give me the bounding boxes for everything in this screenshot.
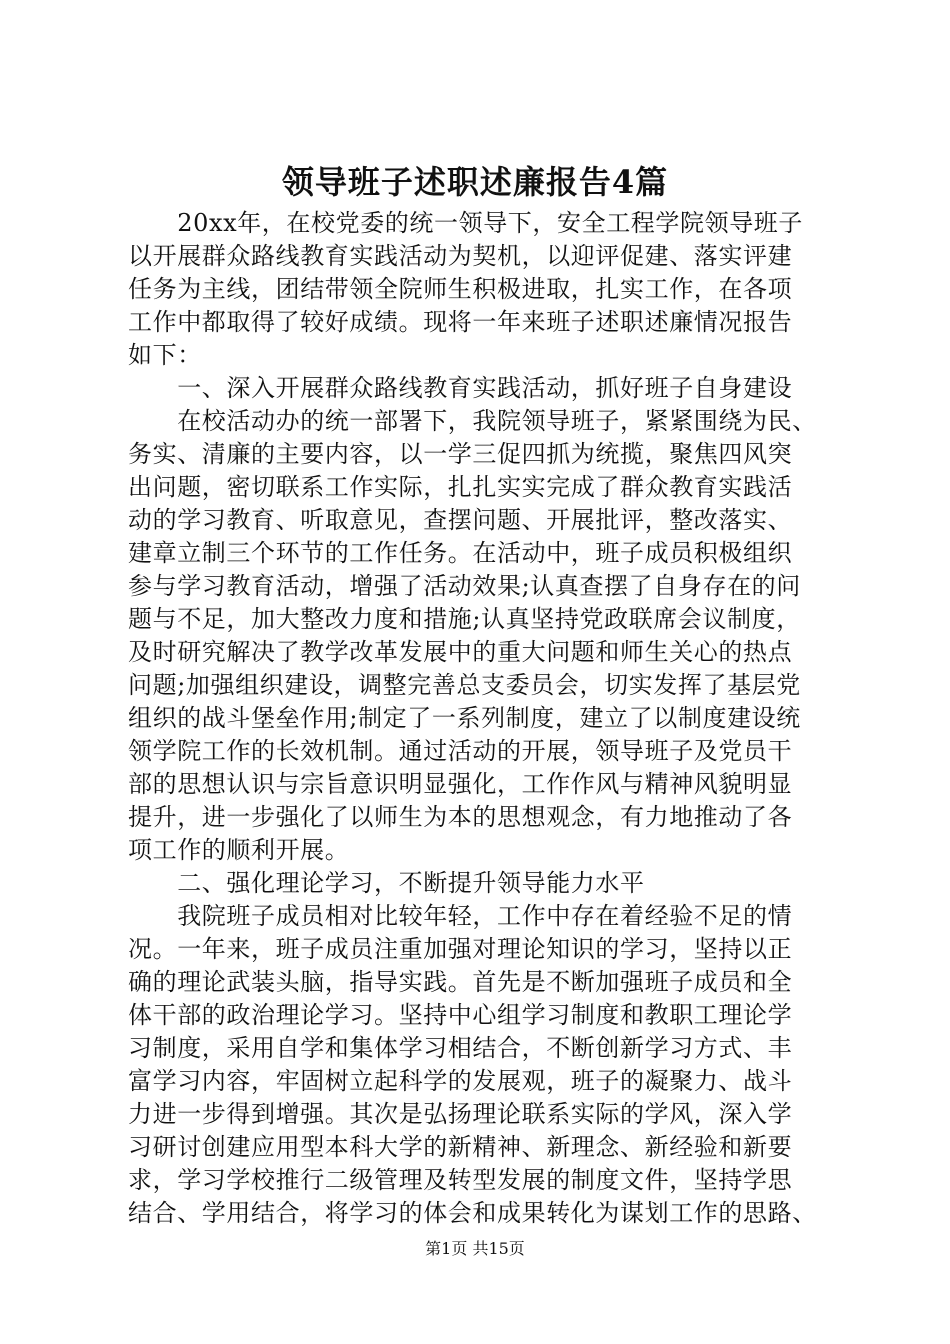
text-line: 组织的战斗堡垒作用;制定了一系列制度，建立了以制度建设统	[128, 704, 801, 732]
document-title: 领导班子述职述廉报告4篇	[281, 163, 669, 201]
text-line: 二、强化理论学习，不断提升领导能力水平	[128, 869, 645, 897]
text-line: 及时研究解决了教学改革发展中的重大问题和师生关心的热点	[128, 638, 793, 666]
text-line: 出问题，密切联系工作实际，扎扎实实完成了群众教育实践活	[128, 473, 793, 501]
text-line: 体干部的政治理论学习。坚持中心组学习制度和教职工理论学	[128, 1001, 793, 1029]
text-line: 任务为主线，团结带领全院师生积极进取，扎实工作，在各项	[128, 275, 793, 303]
text-line: 如下：	[128, 341, 202, 369]
text-line: 问题;加强组织建设，调整完善总支委员会，切实发挥了基层党	[128, 671, 801, 699]
text-line: 习制度，采用自学和集体学习相结合，不断创新学习方式、丰	[128, 1034, 793, 1062]
text-line: 动的学习教育、听取意见，查摆问题、开展批评，整改落实、	[128, 506, 793, 534]
text-line: 习研讨创建应用型本科大学的新精神、新理念、新经验和新要	[128, 1133, 793, 1161]
text-line: 确的理论武装头脑，指导实践。首先是不断加强班子成员和全	[128, 968, 793, 996]
text-line: 部的思想认识与宗旨意识明显强化，工作作风与精神风貌明显	[128, 770, 793, 798]
text-line: 工作中都取得了较好成绩。现将一年来班子述职述廉情况报告	[128, 308, 793, 336]
text-line: 一、深入开展群众路线教育实践活动，抓好班子自身建设	[128, 374, 793, 402]
text-line: 力进一步得到增强。其次是弘扬理论联系实际的学风，深入学	[128, 1100, 793, 1128]
text-line: 求，学习学校推行二级管理及转型发展的制度文件，坚持学思	[128, 1166, 793, 1194]
page-footer: 第1页 共15页	[425, 1239, 525, 1258]
text-line: 况。一年来，班子成员注重加强对理论知识的学习，坚持以正	[128, 935, 793, 963]
text-line: 20xx年，在校党委的统一领导下，安全工程学院领导班子	[128, 209, 804, 237]
text-line: 提升，进一步强化了以师生为本的思想观念，有力地推动了各	[128, 803, 793, 831]
text-line: 领学院工作的长效机制。通过活动的开展，领导班子及党员干	[128, 737, 793, 765]
text-line: 结合、学用结合，将学习的体会和成果转化为谋划工作的思路、	[128, 1199, 817, 1227]
text-line: 建章立制三个环节的工作任务。在活动中，班子成员积极组织	[128, 539, 793, 567]
text-line: 我院班子成员相对比较年轻，工作中存在着经验不足的情	[128, 902, 793, 930]
text-line: 在校活动办的统一部署下，我院领导班子，紧紧围绕为民、	[128, 407, 817, 435]
text-line: 项工作的顺利开展。	[128, 836, 350, 864]
text-line: 务实、清廉的主要内容，以一学三促四抓为统揽，聚焦四风突	[128, 440, 793, 468]
text-line: 富学习内容，牢固树立起科学的发展观，班子的凝聚力、战斗	[128, 1067, 793, 1095]
document-body	[128, 207, 828, 1230]
text-line: 题与不足，加大整改力度和措施;认真坚持党政联席会议制度，	[128, 605, 801, 633]
text-line: 参与学习教育活动，增强了活动效果;认真查摆了自身存在的问	[128, 572, 801, 600]
text-line: 以开展群众路线教育实践活动为契机，以迎评促建、落实评建	[128, 242, 793, 270]
